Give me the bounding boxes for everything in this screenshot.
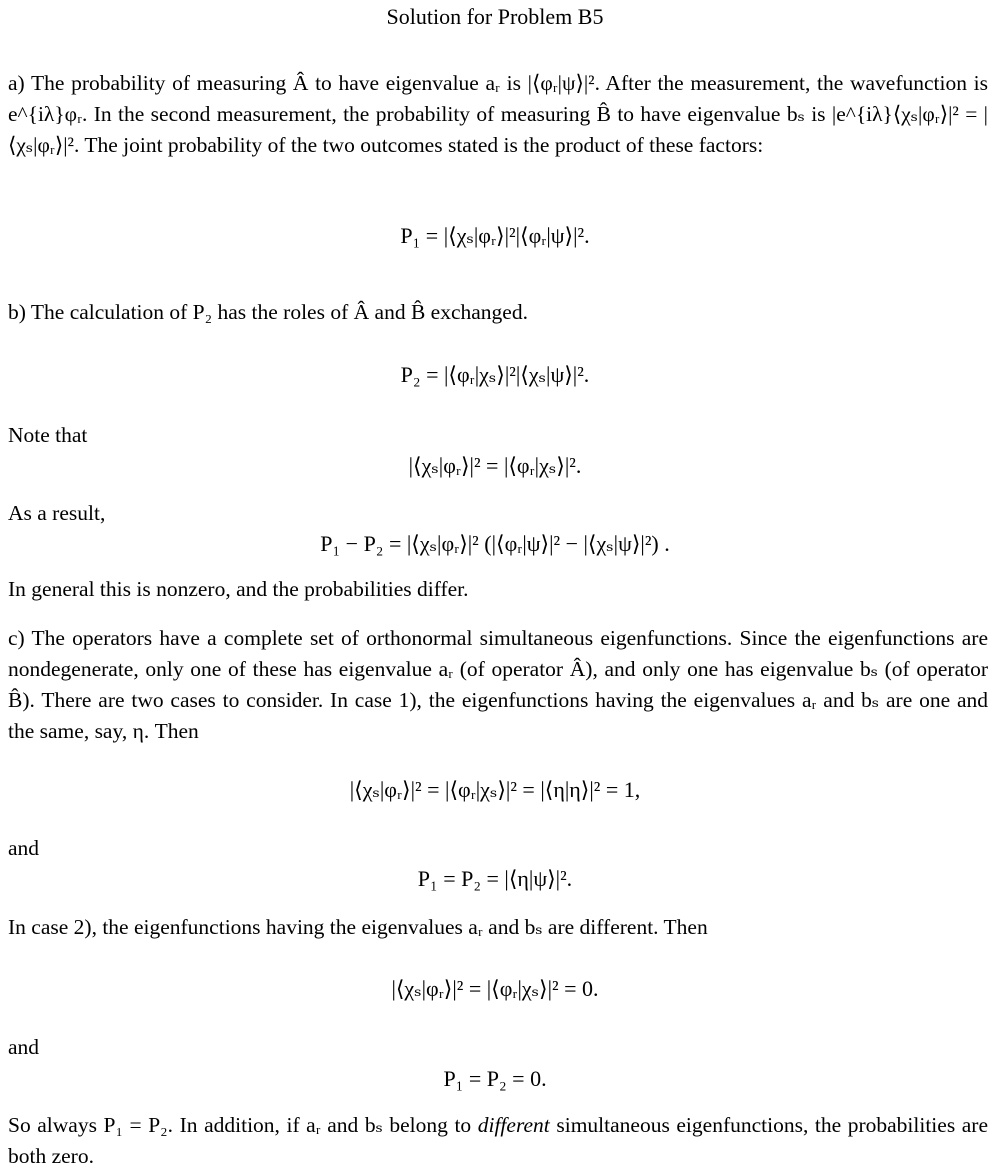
equation-case2: |⟨χₛ|φᵣ⟩|² = |⟨φᵣ|χₛ⟩|² = 0. — [391, 976, 599, 1001]
final-paragraph — [8, 1110, 988, 1172]
case2-paragraph: In case 2), the eigenfunctions having the eigenvalues aᵣ and bₛ are different. Then — [8, 915, 708, 939]
part-a-paragraph: a) The probability of measuring Â to have eigenvalue aᵣ is |⟨φᵣ|ψ⟩|². After the measurement, the wavefunction is e^{iλ}φᵣ. In the second measurement, the probability of measuring B̂ to have eigenvalue bₛ is |e^{iλ}⟨χₛ|φᵣ⟩|² = |⟨χₛ|φᵣ⟩|². The joint probability of the two outcomes stated is the product of these factors: — [8, 71, 988, 157]
final-emphasis: different — [477, 1113, 550, 1137]
note-label: Note that — [8, 423, 88, 447]
part-c-paragraph: c) The operators have a complete set of orthonormal simultaneous eigenfunctions. Since the eigenfunctions are nondegenerate, only one of these has eigenvalue aᵣ (of operator Â), and only one has eigenvalue bₛ (of operator B̂). There are two cases to consider. In case 1), the eigenfunctions having the eigenvalues aᵣ and bₛ are one and the same, say, η. Then — [8, 626, 988, 743]
and-label-2: and — [8, 1035, 40, 1059]
final-text-after: simultaneous eigenfunctions, the probabilities are both zero. — [8, 1113, 988, 1168]
equation-case2-probability: P₁ = P₂ = 0. — [443, 1066, 547, 1091]
equation-p1: P₁ = |⟨χₛ|φᵣ⟩|²|⟨φᵣ|ψ⟩|². — [400, 223, 590, 248]
equation-note: |⟨χₛ|φᵣ⟩|² = |⟨φᵣ|χₛ⟩|². — [408, 453, 582, 478]
part-b-paragraph: b) The calculation of P₂ has the roles of Â and B̂ exchanged. — [8, 300, 528, 324]
equation-p2: P₂ = |⟨φᵣ|χₛ⟩|²|⟨χₛ|ψ⟩|². — [400, 362, 590, 387]
equation-case1-probability: P₁ = P₂ = |⟨η|ψ⟩|². — [417, 866, 573, 891]
equation-difference: P₁ − P₂ = |⟨χₛ|φᵣ⟩|² (|⟨φᵣ|ψ⟩|² − |⟨χₛ|ψ⟩|²) . — [320, 531, 670, 556]
and-label-1: and — [8, 836, 40, 860]
part-b-conclusion: In general this is nonzero, and the probabilities differ. — [8, 577, 469, 601]
equation-case1: |⟨χₛ|φᵣ⟩|² = |⟨φᵣ|χₛ⟩|² = |⟨η|η⟩|² = 1, — [349, 777, 641, 802]
result-label: As a result, — [8, 501, 106, 525]
final-text-before: So always P₁ = P₂. In addition, if aᵣ and bₛ belong to — [8, 1113, 478, 1137]
page-title: Solution for Problem B5 — [386, 4, 604, 29]
